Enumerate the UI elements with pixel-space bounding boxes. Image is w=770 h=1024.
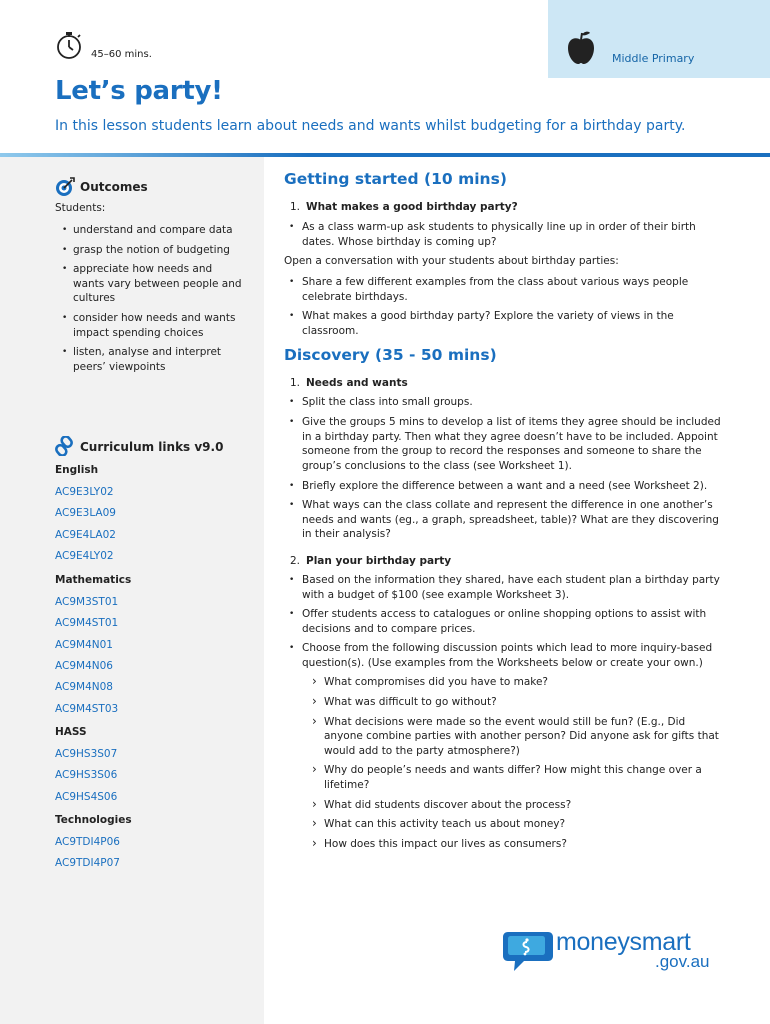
curriculum-link[interactable]: AC9E4LA02 — [55, 529, 116, 541]
curriculum-link[interactable]: AC9M4N08 — [55, 681, 113, 693]
page-title: Let’s party! — [55, 76, 223, 106]
lesson-content — [284, 170, 724, 851]
curriculum-link[interactable]: AC9M3ST01 — [55, 596, 119, 608]
list-item: • understand and compare data — [62, 223, 242, 238]
curriculum-link[interactable]: AC9HS4S06 — [55, 791, 118, 803]
getting-started-heading: Getting started (10 mins) — [284, 170, 507, 188]
paragraph: Open a conversation with your students about birthday parties: — [284, 255, 619, 268]
list-item: • consider how needs and wants impact spending choices — [62, 311, 242, 340]
mathematics-label: Mathematics — [55, 574, 132, 586]
target-icon — [55, 177, 75, 197]
list-item: • Choose from the following discussion points which lead to more inquiry-based question(s). (Use examples from the Worksheets below or create your own.) — [284, 641, 724, 670]
curriculum-link[interactable]: AC9M4ST03 — [55, 703, 119, 715]
item-number: 1. — [290, 201, 301, 213]
curriculum-link[interactable]: AC9M4N01 — [55, 639, 113, 651]
discussion-question: › Why do people’s needs and wants differ? How might this change over a lifetime? — [284, 763, 724, 792]
section-heading: Plan your birthday party — [306, 554, 452, 567]
curriculum-link[interactable]: AC9M4ST01 — [55, 617, 119, 629]
stopwatch-icon — [55, 30, 83, 60]
question-text: What makes a good birthday party? — [306, 201, 518, 213]
students-label: Students: — [55, 202, 106, 214]
brand-name: moneysmart — [556, 928, 691, 956]
numbered-heading — [284, 554, 724, 569]
curriculum-heading: Curriculum links v9.0 — [80, 440, 224, 454]
hass-label: HASS — [55, 726, 87, 738]
apple-icon — [566, 30, 596, 66]
lesson-duration: 45–60 mins. — [91, 49, 152, 60]
curriculum-link[interactable]: AC9E3LA09 — [55, 507, 116, 519]
curriculum-link[interactable]: AC9E3LY02 — [55, 486, 114, 498]
list-item: • What makes a good birthday party? Explore the variety of views in the classroom. — [284, 309, 724, 338]
curriculum-link[interactable]: AC9HS3S06 — [55, 769, 118, 781]
curriculum-link[interactable]: AC9E4LY02 — [55, 550, 114, 562]
list-item: • As a class warm-up ask students to physically line up in order of their birth dates. Whose birthday is coming up? — [284, 220, 724, 249]
curriculum-link[interactable]: AC9M4N06 — [55, 660, 113, 672]
moneysmart-logo-icon — [502, 928, 554, 974]
discussion-question: › What decisions were made so the event would still be fun? (E.g., Did anyone combine parties with another person? Did anyone ask for gifts that would add to the party atmosphere?) — [284, 715, 724, 759]
list-item: • Offer students access to catalogues or online shopping options to assist with decisions and to compare prices. — [284, 607, 724, 636]
item-number: 2. — [290, 554, 301, 567]
lesson-header — [0, 0, 770, 80]
curriculum-link[interactable]: AC9HS3S07 — [55, 748, 118, 760]
discussion-question: › What can this activity teach us about money? — [284, 817, 724, 832]
technologies-label: Technologies — [55, 814, 132, 826]
item-number: 1. — [290, 376, 301, 389]
outcomes-heading: Outcomes — [80, 180, 148, 194]
section-heading: Needs and wants — [306, 376, 408, 389]
list-item: • appreciate how needs and wants vary between people and cultures — [62, 262, 242, 306]
list-item: • Briefly explore the difference between a want and a need (see Worksheet 2). — [284, 479, 724, 494]
page-subtitle: In this lesson students learn about needs and wants whilst budgeting for a birthday party. — [55, 118, 686, 134]
brand-domain: .gov.au — [655, 952, 710, 971]
list-item: • Share a few different examples from the class about various ways people celebrate birthdays. — [284, 275, 724, 304]
list-item: • Split the class into small groups. — [284, 395, 724, 410]
curriculum-link[interactable]: AC9TDI4P07 — [55, 857, 120, 869]
outcomes-list — [62, 223, 242, 379]
curriculum-link[interactable]: AC9TDI4P06 — [55, 836, 120, 848]
discussion-question: › What did students discover about the process? — [284, 798, 724, 813]
numbered-heading — [284, 376, 724, 391]
discussion-question: › What was difficult to go without? — [284, 695, 724, 710]
list-item: • grasp the notion of budgeting — [62, 243, 242, 258]
numbered-heading — [284, 200, 724, 215]
discovery-heading: Discovery (35 - 50 mins) — [284, 345, 497, 364]
year-level: Middle Primary — [612, 52, 695, 65]
discussion-question: › How does this impact our lives as consumers? — [284, 837, 724, 852]
list-item: • listen, analyse and interpret peers’ viewpoints — [62, 345, 242, 374]
link-icon — [55, 436, 73, 456]
english-label: English — [55, 464, 99, 476]
list-item: • Give the groups 5 mins to develop a list of items they agree should be included in a birthday party. Then what they agree doesn’t have to be included. Appoint someone from the group to record the responses and someone to share the group’s conclusions to the class (see Worksheet 1). — [284, 415, 724, 473]
list-item: • What ways can the class collate and represent the difference in one another’s needs and wants (eg., a graph, spreadsheet, table)? What are they discovering in their analysis? — [284, 498, 724, 542]
discussion-question: › What compromises did you have to make? — [284, 675, 724, 690]
list-item: • Based on the information they shared, have each student plan a birthday party with a budget of $100 (see example Worksheet 3). — [284, 573, 724, 602]
